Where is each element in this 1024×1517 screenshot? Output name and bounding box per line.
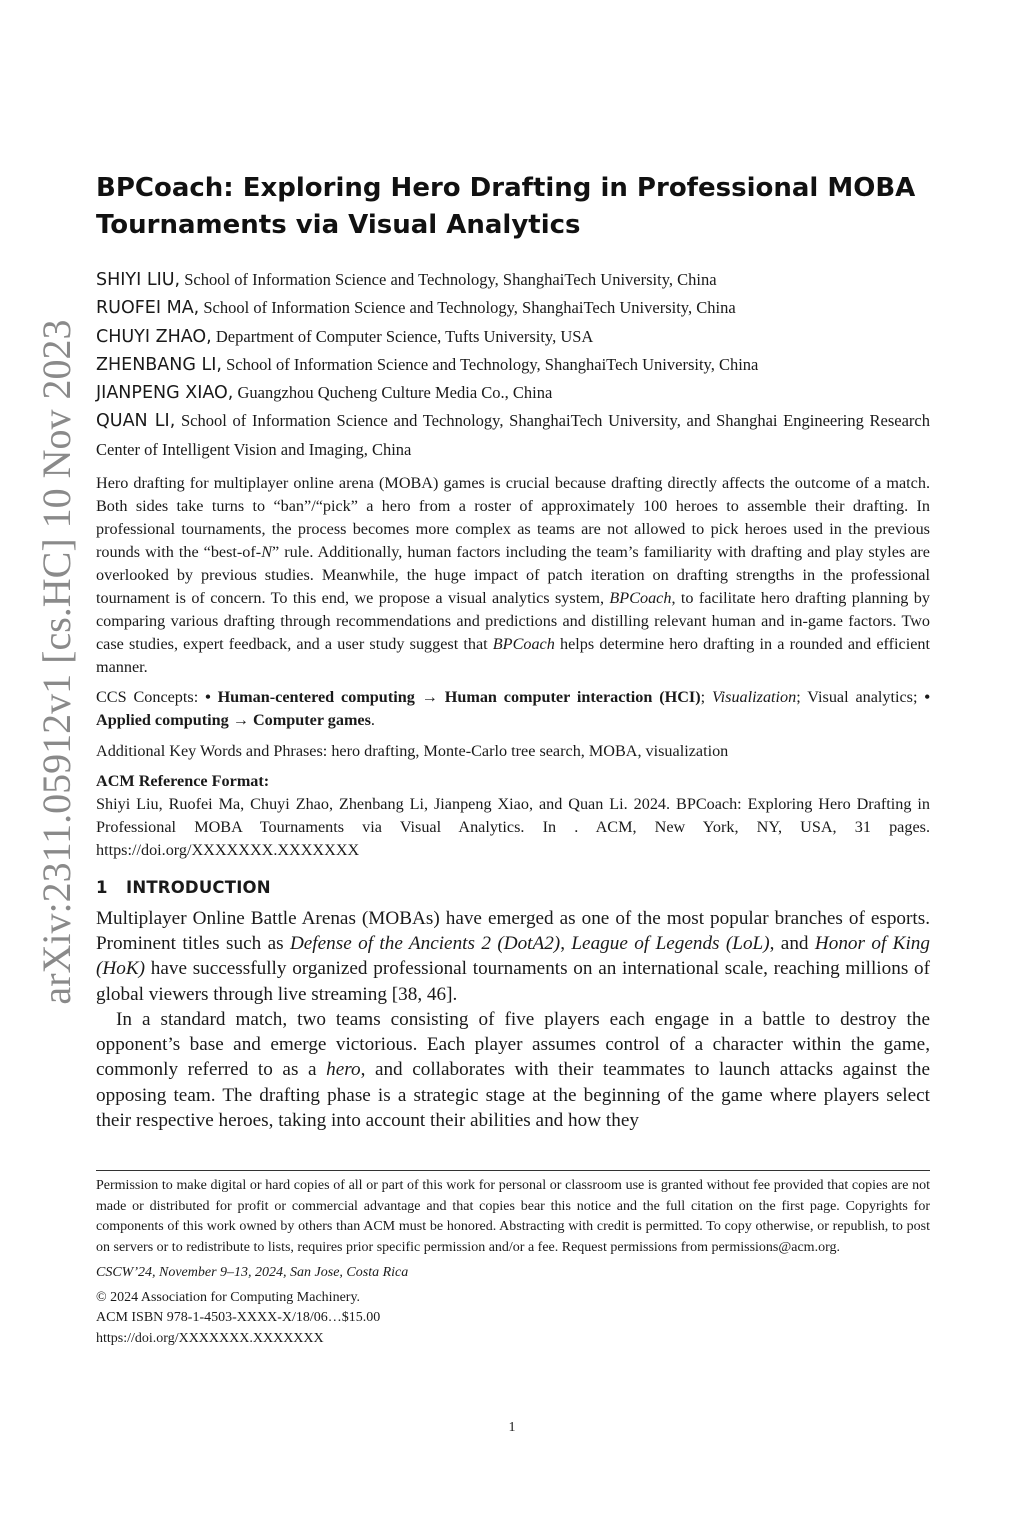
author-affiliation: Department of Computer Science, Tufts University, USA: [211, 326, 594, 346]
abstract-text: ” rule. Additionally, human factors including the team’s familiarity with drafting and play styles are overlooked by previous studies. Meanwhile, the huge impact of patch iteration on drafting strengths in the professional tournament is of concern. To this end, we propose a visual analytics system,: [96, 543, 930, 608]
author-entry: [96, 266, 930, 294]
author-name: CHUYI ZHAO,: [96, 326, 212, 347]
author-affiliation: School of Information Science and Technology, ShanghaiTech University, China: [199, 298, 736, 318]
abstract-text: , to facilitate hero drafting planning by comparing various drafting through recommendations and predictions and distilling relevant human and in-game factors. Two case studies, expert feedback, and a user study suggest that: [96, 589, 930, 654]
author-affiliation: School of Information Science and Technology, ShanghaiTech University, China: [180, 270, 717, 289]
author-name: QUAN LI,: [96, 411, 176, 432]
section-number: 1: [96, 878, 108, 898]
copyright-notice: © 2024 Association for Computing Machinery.: [96, 1289, 361, 1305]
footnote-divider: [96, 1170, 930, 1171]
author-entry: [96, 407, 930, 463]
intro-text: , and: [769, 933, 815, 955]
abstract-system-name: BPCoach: [609, 589, 672, 608]
author-name: JIANPENG XIAO,: [96, 383, 234, 404]
author-name: SHIYI LIU,: [96, 270, 181, 290]
keywords: Additional Key Words and Phrases: hero drafting, Monte-Carlo tree search, MOBA, visualization: [96, 742, 729, 761]
author-entry: [96, 379, 930, 407]
page-number: 1: [508, 1420, 516, 1435]
author-name: ZHENBANG LI,: [96, 354, 222, 375]
paper-body: [96, 170, 930, 1133]
author-list: [96, 266, 930, 463]
ccs-concept: • Applied computing: [96, 688, 931, 730]
ccs-concept: Computer games: [252, 711, 371, 730]
author-name: RUOFEI MA,: [96, 298, 200, 319]
intro-text: ,: [560, 933, 572, 955]
footnote: [96, 1176, 930, 1349]
acm-reference-title: ACM Reference Format:: [96, 772, 270, 791]
section-title: INTRODUCTION: [126, 878, 271, 898]
intro-text: Multiplayer Online Battle Arenas (MOBAs) have emerged as one of the most popular branches of esports. Prominent titles such as: [96, 908, 930, 955]
doi: https://doi.org/XXXXXXX.XXXXXXX: [96, 1330, 324, 1346]
intro-text: , and collaborates with their teammates to launch attacks against the opposing team. The drafting phase is a strategic stage at the beginning of the game where players select their respective heroes, taking into account their abilities and how they: [96, 1059, 930, 1131]
game-title: League of Legends (LoL): [571, 933, 770, 955]
permission-notice: Permission to make digital or hard copies of all or part of this work for personal or classroom use is granted without fee provided that copies are not made or distributed for profit or commercial advantage and that copies bear this notice and the full citation on the first page. Copyrights for components of this work owned by others than ACM must be honored. Abstracting with credit is permitted. To copy otherwise, or republish, to post on servers or to redistribute to lists, requires prior specific permission and/or a fee. Request permissions from permissions@acm.org.: [96, 1178, 930, 1255]
author-entry: [96, 323, 930, 351]
ccs-separator: ;: [700, 688, 712, 707]
ccs-concepts: [96, 686, 930, 732]
isbn: ACM ISBN 978-1-4503-XXXX-X/18/06…$15.00: [96, 1310, 381, 1325]
ccs-concept: Human computer interaction (HCI): [444, 688, 701, 707]
abstract-system-name: BPCoach: [492, 635, 555, 654]
ccs-concept: Visualization: [711, 688, 797, 707]
abstract-text: Hero drafting for multiplayer online arena (MOBA) games is crucial because drafting directly affects the outcome of a match. Both sides take turns to “ban”/“pick” a hero from a roster of approximately 100 heroes to assemble their drafting. In professional tournaments, the process becomes more complex as teams are not allowed to pick heroes used in the previous rounds with the “best-of-: [96, 474, 930, 562]
intro-term: hero: [326, 1059, 361, 1081]
intro-text: In a standard match, two teams consisting of five players each engage in a battle to destroy the opponent’s base and emerge victorious. Each player assumes control of a character within the game, commonly referred to as a: [96, 1008, 930, 1081]
ccs-separator: ; Visual analytics;: [796, 688, 925, 707]
ccs-concept: • Human-centered computing: [205, 688, 415, 707]
intro-text: have successfully organized professional tournaments on an international scale, reaching millions of global viewers through live streaming [38, 46].: [96, 958, 930, 1005]
author-affiliation: Guangzhou Qucheng Culture Media Co., China: [233, 383, 553, 403]
game-title: Defense of the Ancients 2 (DotA2): [289, 933, 561, 955]
ccs-end: .: [370, 711, 375, 730]
intro-paragraph: [96, 906, 930, 1007]
author-affiliation: School of Information Science and Technology, ShanghaiTech University, China: [221, 354, 759, 374]
section-heading: [96, 876, 930, 900]
arxiv-sidebar: [32, 287, 82, 1037]
abstract-text: helps determine hero drafting in a rounded and efficient manner.: [96, 635, 930, 677]
author-entry: [96, 351, 930, 379]
author-affiliation: School of Information Science and Technology, ShanghaiTech University, and Shanghai Engineering Research Center of Intelligent Vision and Imaging, China: [96, 411, 930, 459]
ccs-arrow: →: [414, 688, 445, 707]
ccs-label: CCS Concepts:: [96, 688, 206, 707]
acm-reference-text: Shiyi Liu, Ruofei Ma, Chuyi Zhao, Zhenbang Li, Jianpeng Xiao, and Quan Li. 2024. BPCoach: Exploring Hero Drafting in Professional MOBA Tournaments via Visual Analytics. In . ACM, New York, NY, USA, 31 pages. https://doi.org/XXXXXXX.XXXXXXX: [96, 795, 930, 860]
game-title: Honor of King (HoK): [96, 933, 930, 980]
conference-info: CSCW’24, November 9–13, 2024, San Jose, Costa Rica: [96, 1265, 409, 1280]
abstract-italic: N: [261, 543, 272, 562]
abstract: [96, 472, 930, 679]
paper-title: BPCoach: Exploring Hero Drafting in Professional MOBA Tournaments via Visual Analytics: [96, 173, 916, 240]
author-entry: [96, 294, 930, 322]
ccs-arrow: →: [228, 711, 253, 730]
intro-paragraph: [96, 1007, 930, 1133]
arxiv-identifier: arXiv:2311.05912v1 [cs.HC] 10 Nov 2023: [34, 319, 79, 1005]
